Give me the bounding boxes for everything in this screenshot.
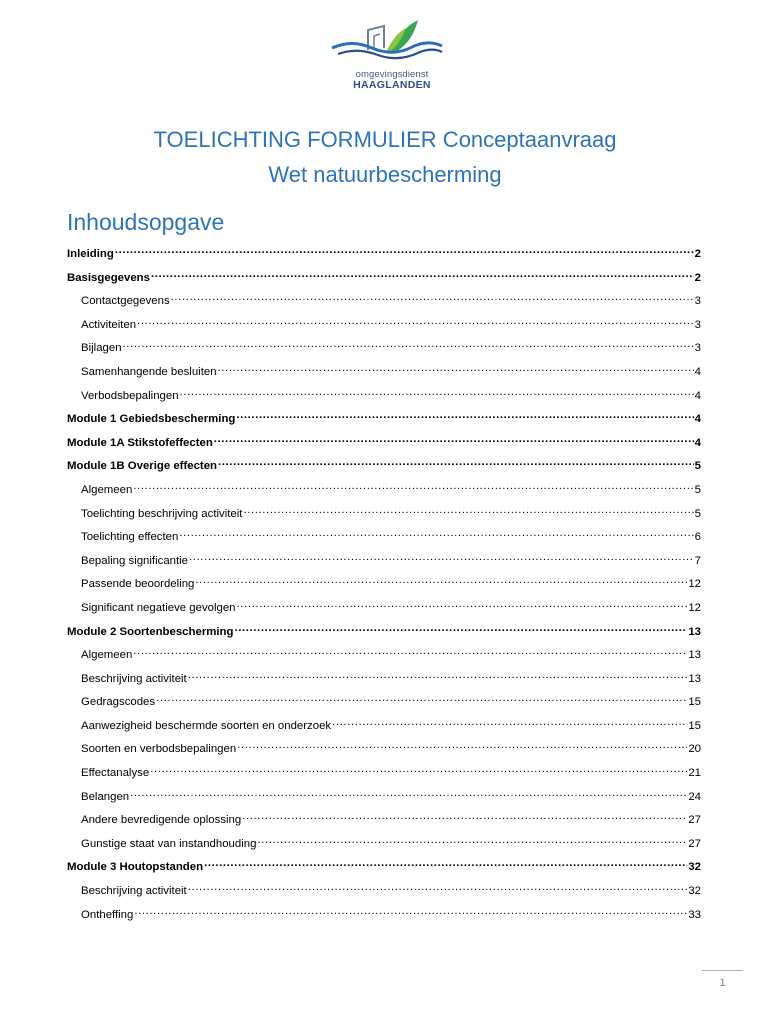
toc-leader-dots [137,316,694,328]
toc-entry[interactable] [67,314,701,338]
toc-entry-page[interactable]: 24 [688,790,701,803]
toc-entry-page[interactable]: 33 [688,908,701,921]
toc-entry[interactable] [67,786,701,810]
toc-entry-page[interactable]: 3 [694,342,701,355]
toc-entry[interactable] [67,267,701,291]
toc-leader-dots [189,552,694,564]
toc-leader-dots [218,457,694,469]
toc-entry-page[interactable]: 12 [688,578,701,591]
toc-entry-page[interactable]: 12 [688,601,701,614]
toc-entry[interactable] [67,408,701,432]
toc-entry[interactable] [67,455,701,479]
toc-entry-page[interactable]: 15 [688,696,701,709]
toc-entry-page[interactable]: 4 [694,365,701,378]
toc-entry-title[interactable]: Bijlagen [81,342,122,355]
toc-leader-dots [123,339,694,351]
toc-leader-dots [195,575,687,587]
toc-leader-dots [237,740,687,752]
toc-heading: Inhoudsopgave [67,209,225,235]
toc-leader-dots [130,788,687,800]
toc-entry-title[interactable]: Andere bevredigende oplossing [81,814,242,827]
toc-leader-dots [171,292,694,304]
toc-entry-title[interactable]: Verbodsbepalingen [81,389,179,402]
toc-entry[interactable] [67,715,701,739]
toc-entry-page[interactable]: 27 [688,814,701,827]
toc-entry[interactable] [67,337,701,361]
toc-entry[interactable] [67,833,701,857]
toc-leader-dots [156,693,687,705]
toc-leader-dots [133,481,693,493]
toc-entry-title[interactable]: Module 3 Houtopstanden [67,861,204,874]
toc-entry[interactable] [67,550,701,574]
toc-entry-page[interactable]: 4 [694,436,701,449]
toc-entry-page[interactable]: 15 [688,719,701,732]
toc-entry-title[interactable]: Basisgegevens [67,271,150,284]
toc-entry-page[interactable]: 4 [694,389,701,402]
toc-leader-dots [180,387,694,399]
toc-leader-dots [214,434,694,446]
toc-entry-title[interactable]: Algemeen [81,483,133,496]
toc-entry-title[interactable]: Samenhangende besluiten [81,365,217,378]
toc-leader-dots [332,717,687,729]
toc-entry-title[interactable]: Beschrijving activiteit [81,885,187,898]
document-title-line2: Wet natuurbescherming [268,162,502,187]
toc-entry-title[interactable]: Inleiding [67,248,114,260]
toc-entry-page[interactable]: 4 [694,413,701,426]
toc-leader-dots [242,811,687,823]
toc-entry[interactable] [67,432,701,456]
toc-leader-dots [133,646,687,658]
toc-entry-title[interactable]: Contactgegevens [81,295,170,308]
toc-entry-title[interactable]: Gedragscodes [81,696,156,709]
toc-entry-title[interactable]: Algemeen [81,649,133,662]
toc-entry[interactable] [67,503,701,527]
toc-entry-title[interactable]: Gunstige staat van instandhouding [81,837,257,850]
toc-entry-title[interactable]: Activiteiten [81,318,137,331]
toc-entry[interactable] [67,573,701,597]
toc-leader-dots [188,670,688,682]
toc-entry-title[interactable]: Module 1B Overige effecten [67,460,218,473]
toc-leader-dots [257,835,687,847]
toc-entry-title[interactable]: Beschrijving activiteit [81,672,187,685]
toc-entry-page[interactable]: 3 [694,295,701,308]
toc-entry-page[interactable]: 5 [694,483,701,496]
toc-entry[interactable] [67,904,701,928]
toc-entry[interactable] [67,856,701,880]
toc-leader-dots [115,245,694,257]
toc-entry[interactable] [67,290,701,314]
toc-leader-dots [234,623,687,635]
toc-entry-title[interactable]: Module 2 Soortenbescherming [67,625,234,638]
toc-entry[interactable] [67,526,701,550]
toc-entry[interactable] [67,621,701,645]
toc-entry-page[interactable]: 32 [688,885,701,898]
document-title-line1: TOELICHTING FORMULIER Conceptaanvraag [153,127,617,152]
toc-entry-title[interactable]: Effectanalyse [81,767,150,780]
toc-leader-dots [204,858,687,870]
toc-entry-title[interactable]: Toelichting effecten [81,531,179,544]
logo-text-line1: omgevingsdienst [355,69,429,80]
organization-logo [328,16,444,91]
toc-leader-dots [188,882,688,894]
toc-entry-page[interactable]: 21 [688,767,701,780]
logo-text-line2: HAAGLANDEN [353,79,431,91]
toc-entry[interactable] [67,385,701,409]
toc-entry-title[interactable]: Toelichting beschrijving activiteit [81,507,243,520]
toc-entry[interactable] [67,644,701,668]
toc-entry-title[interactable]: Soorten en verbodsbepalingen [81,743,237,756]
toc-entry[interactable] [67,738,701,762]
toc-leader-dots [218,363,694,375]
toc-leader-dots [179,528,693,540]
toc-entry-page[interactable]: 27 [688,837,701,850]
toc-entry-page[interactable]: 7 [694,554,701,567]
toc-entry-title[interactable]: Module 1A Stikstofeffecten [67,436,213,449]
toc-entry-page[interactable]: 2 [694,271,701,284]
toc-entry-page[interactable]: 6 [694,531,701,544]
toc-entry-title[interactable]: Passende beoordeling [81,578,195,591]
toc-entry-title[interactable]: Ontheffing [81,908,134,921]
toc-entry-page[interactable]: 5 [694,507,701,520]
toc-leader-dots [237,599,688,611]
toc-entry[interactable] [67,691,701,715]
toc-leader-dots [243,505,693,517]
toc-entry-title[interactable]: Module 1 Gebiedsbescherming [67,413,236,426]
table-of-contents [67,243,701,927]
toc-leader-dots [151,269,694,281]
toc-entry[interactable] [67,809,701,833]
toc-entry[interactable] [67,762,701,786]
toc-leader-dots [134,906,687,918]
toc-entry-page[interactable]: 32 [688,861,701,874]
toc-entry[interactable] [67,361,701,385]
toc-entry-title[interactable]: Significant negatieve gevolgen [81,601,236,614]
toc-entry-page[interactable]: 2 [694,248,701,260]
toc-entry[interactable] [67,479,701,503]
toc-leader-dots [150,764,687,776]
toc-entry-page[interactable]: 13 [688,672,701,685]
toc-entry[interactable] [67,668,701,692]
toc-entry-page[interactable]: 13 [688,649,701,662]
toc-entry[interactable] [67,243,701,267]
toc-entry[interactable] [67,880,701,904]
toc-entry-title[interactable]: Aanwezigheid beschermde soorten en onderzoek [81,719,332,732]
toc-entry-title[interactable]: Bepaling significantie [81,554,189,567]
toc-leader-dots [236,410,693,422]
toc-entry-page[interactable]: 3 [694,318,701,331]
page-number: 1 [719,977,726,989]
toc-entry-title[interactable]: Belangen [81,790,130,803]
toc-entry[interactable] [67,597,701,621]
toc-entry-page[interactable]: 5 [694,460,701,473]
footer-divider [702,970,743,971]
toc-entry-page[interactable]: 20 [688,743,701,756]
toc-entry-page[interactable]: 13 [688,625,701,638]
leaf-building-wave-logo-icon [328,16,444,68]
